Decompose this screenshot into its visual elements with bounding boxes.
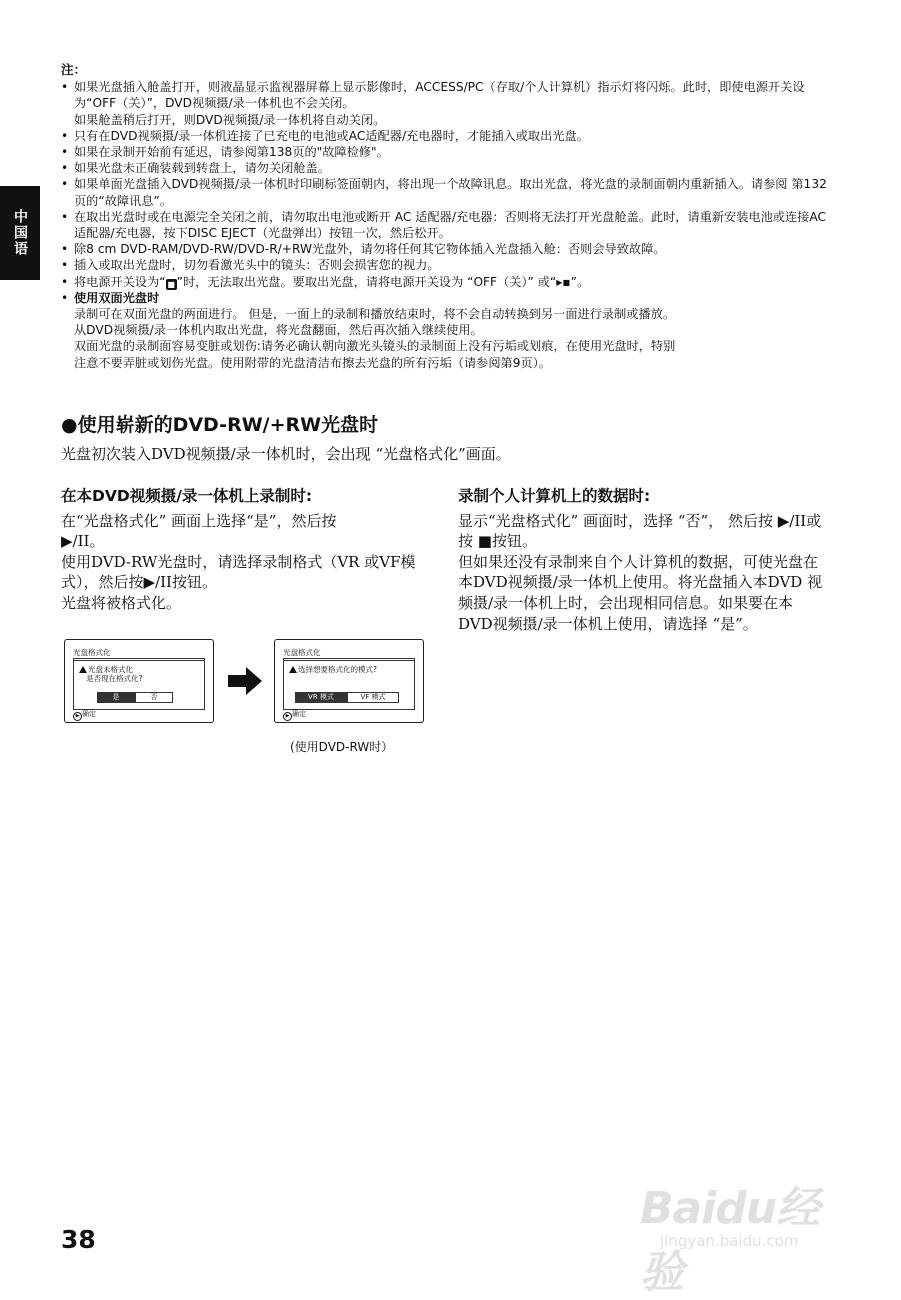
note-item-double [61,290,831,371]
warning-icon [79,666,87,673]
left-paragraph: 光盘将被格式化。 [61,593,182,612]
double-disc-line: 注意不要弄脏或划伤光盘。使用附带的光盘清洁布擦去光盘的所有污垢（请参阅第9页）。 [74,355,551,370]
screen-footer [283,709,306,721]
note-text: 除8 cm DVD-RAM/DVD-RW/DVD-R/+RW光盘外，请勿将任何其它物体插入光盘插入舱：否则会导致故障。 [74,242,666,257]
left-paragraph: 使用DVD-RW光盘时，请选择录制格式（VR 或VF模式），然后按▶/II按钮。 [61,552,416,592]
double-disc-line: 从DVD视频摄/录一体机内取出光盘，将光盘翻面，然后再次插入继续使用。 [74,323,483,338]
camera-icon: ▸▪ [556,274,571,289]
screen-options [97,692,173,703]
note-item-power [61,274,831,290]
language-tab [0,186,40,280]
screen-title: 光盘格式化 [283,647,415,661]
format-screen-1 [64,639,214,723]
double-disc-line: 录制可在双面光盘的两面进行。 但是，一面上的录制和播放结束时，将不会自动转换到另一面进行录制或播放。 [74,307,676,322]
option-yes[interactable]: 是 [97,692,135,703]
screen-footer [73,709,96,721]
note-text: 如果在录制开始前有延迟，请参阅第138页的"故障检修"。 [74,145,389,160]
double-disc-title: 使用双面光盘时 [74,290,160,305]
note-text: ”。 [570,274,590,289]
note-item [61,144,831,160]
watermark-logo: Baidu经验 [640,1183,820,1298]
note-text: 如果单面光盘插入DVD视频摄/录一体机时印刷标签面朝内，将出现一个故障讯息。取出光盘，将光盘的录制面朝内重新插入。请参阅 第132页的“故障讯息”。 [74,177,827,208]
right-paragraph: 但如果还没有录制来自个人计算机的数据，可使光盘在本DVD视频摄/录一体机上使用。将光盘插入本DVD 视频摄/录一体机上时，会出现相同信息。如果要在本DVD视频摄/录一体机上使用，请选择 “是”。 [458,552,823,633]
language-tab-label: 中国语 [12,209,28,257]
screen-footer-label: 确定 [82,710,96,718]
left-paragraph: 在“光盘格式化” 画面上选择“是”，然后按 [61,511,337,530]
screen-message-line: 选择想要格式化的模式? [298,665,377,674]
watermark-url: jingyan.baidu.com [660,1232,799,1250]
screen-message [289,665,377,674]
note-text: 插入或取出光盘时，切勿看激光头中的镜头：否则会损害您的视力。 [74,258,440,273]
note-subline: 如果舱盖稍后打开，则DVD视频摄/录一体机将自动关闭。 [74,112,386,127]
figure-caption: (使用DVD-RW时） [290,740,394,754]
note-item [61,257,831,273]
option-vr-mode[interactable]: VR 模式 [295,692,347,703]
screen-title: 光盘格式化 [73,647,205,661]
format-screen-2 [274,639,424,723]
note-text: 如果光盘未正确装载到转盘上，请勿关闭舱盖。 [74,161,330,176]
warning-icon [289,666,297,673]
right-column [458,486,823,634]
screen-message-line: 光盘未格式化 [88,665,133,674]
note-item [61,176,831,208]
note-text: ”时，无法取出光盘。要取出光盘，请将电源开关设为 “OFF（关）” 或“ [176,274,557,289]
screen-message-line: 是否现在格式化? [86,674,143,683]
right-paragraph: 显示“光盘格式化” 画面时，选择 “否”， 然后按 ▶/II或按 ■按钮。 [458,511,822,551]
notes-title: 注： [61,62,87,77]
arrow-right-icon [228,667,262,695]
note-item [61,209,831,241]
screen-message [79,665,143,683]
play-icon: ▶ [283,712,292,721]
note-item [61,128,831,144]
left-column [61,486,421,614]
double-disc-line: 双面光盘的录制面容易变脏或划伤:请务必确认朝向激光头镜头的录制面上没有污垢或划痕，在使用光盘时，特别 [74,339,676,354]
note-item [61,241,831,257]
note-item [61,160,831,176]
option-no[interactable]: 否 [135,692,173,703]
page-number: 38 [61,1225,96,1254]
notes-block [61,62,831,371]
right-column-heading: 录制个人计算机上的数据时: [458,487,651,505]
mode-icon: ■ [167,279,175,289]
screen-options [295,692,399,703]
note-text: 将电源开关设为“ [74,274,166,289]
note-text: 只有在DVD视频摄/录一体机连接了已充电的电池或AC适配器/充电器时，才能插入或取出光盘。 [74,128,589,143]
section-heading: ●使用崭新的DVD-RW/+RW光盘时 [61,414,379,436]
section-intro: 光盘初次装入DVD视频摄/录一体机时，会出现 “光盘格式化”画面。 [61,445,511,463]
left-column-heading: 在本DVD视频摄/录一体机上录制时: [61,487,313,505]
note-text: 如果光盘插入舱盖打开，则液晶显示监视器屏幕上显示影像时，ACCESS/PC（存取/个人计算机）指示灯将闪烁。此时，即使电源开关设为“OFF（关）”，DVD视频摄/录一体机也不会关闭。 [74,80,805,111]
note-item [61,79,831,128]
screen-footer-label: 确定 [292,710,306,718]
option-vf-mode[interactable]: VF 模式 [347,692,399,703]
notes-list [61,79,831,371]
note-text: 在取出光盘时或在电源完全关闭之前，请勿取出电池或断开 AC 适配器/充电器：否则将无法打开光盘舱盖。此时，请重新安装电池或连接AC适配器/充电器，按下DISC EJECT（光盘弹出）按钮一次，然后松开。 [74,209,826,241]
play-icon: ▶ [73,712,82,721]
watermark [630,1152,860,1298]
left-paragraph: ▶/II。 [61,532,105,551]
